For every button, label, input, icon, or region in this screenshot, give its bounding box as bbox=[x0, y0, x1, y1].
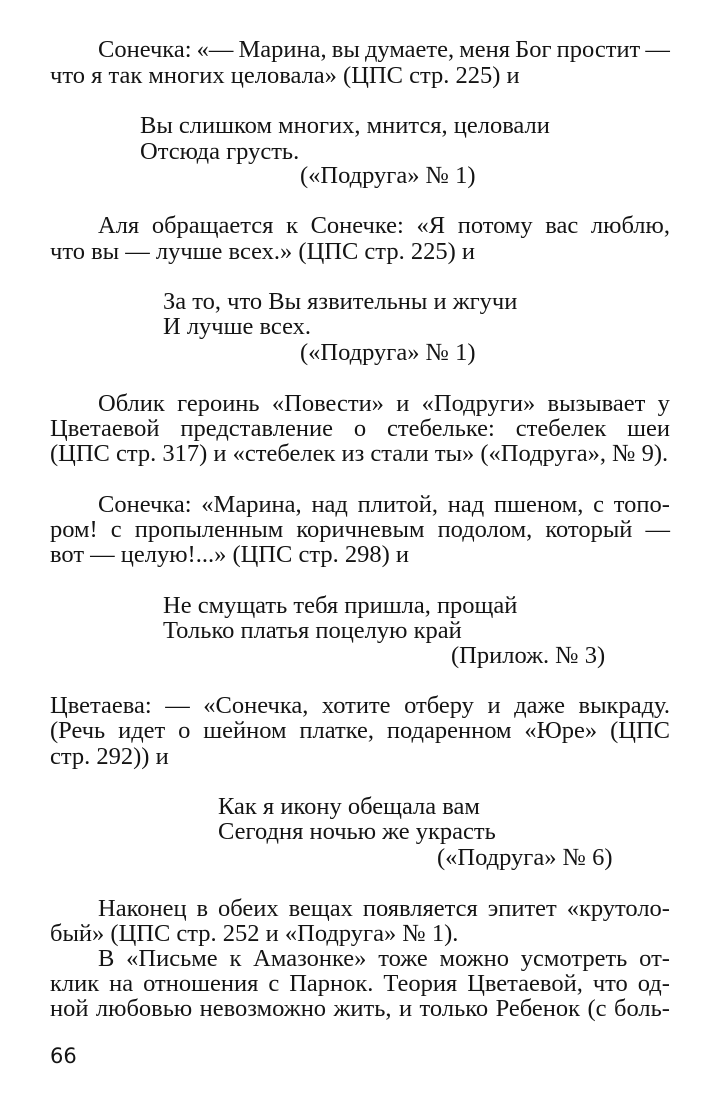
verse-line: Отсюда грусть. bbox=[140, 138, 300, 165]
verse-line: Сегодня ночью же украсть bbox=[218, 818, 496, 845]
text-line: Сонечка: «Марина, над плитой, над пшеном, с топо- bbox=[98, 491, 670, 518]
verse-line: Только платья поцелую край bbox=[163, 617, 462, 644]
text-line: Аля обращается к Сонечке: «Я потому вас люблю, bbox=[98, 212, 670, 239]
text-line: Сонечка: «— Марина, вы думаете, меня Бог простит — bbox=[98, 36, 670, 63]
text-line: Цветаева: — «Сонечка, хотите отберу и даже выкраду. bbox=[50, 692, 670, 719]
verse-source: («Подруга» № 6) bbox=[437, 844, 613, 871]
text-line: что вы — лучше всех.» (ЦПС стр. 225) и bbox=[50, 238, 475, 265]
verse-source: (Прилож. № 3) bbox=[451, 642, 606, 669]
text-line: бый» (ЦПС стр. 252 и «Подруга» № 1). bbox=[50, 920, 459, 947]
text-line: стр. 292)) и bbox=[50, 743, 169, 770]
verse-line: За то, что Вы язвительны и жгучи bbox=[163, 288, 518, 315]
text-line: Наконец в обеих вещах появляется эпитет «крутоло- bbox=[98, 895, 670, 922]
text-line: ной любовью невозможно жить, и только Ребенок (с боль- bbox=[50, 995, 670, 1022]
page-number: 66 bbox=[50, 1044, 77, 1068]
verse-line: Как я икону обещала вам bbox=[218, 793, 480, 820]
verse-source: («Подруга» № 1) bbox=[300, 162, 476, 189]
text-line: В «Письме к Амазонке» тоже можно усмотреть от- bbox=[98, 945, 670, 972]
text-line: Облик героинь «Повести» и «Подруги» вызывает у bbox=[98, 390, 670, 417]
text-line: ром! с пропыленным коричневым подолом, который — bbox=[50, 516, 670, 543]
verse-line: Вы слишком многих, мнится, целовали bbox=[140, 112, 550, 139]
verse-line: И лучше всех. bbox=[163, 313, 312, 340]
text-line: Цветаевой представление о стебельке: стебелек шеи bbox=[50, 415, 670, 442]
text-line: (ЦПС стр. 317) и «стебелек из стали ты» («Подруга», № 9). bbox=[50, 440, 669, 467]
verse-source: («Подруга» № 1) bbox=[300, 339, 476, 366]
verse-line: Не смущать тебя пришла, прощай bbox=[163, 592, 518, 619]
text-line: что я так многих целовала» (ЦПС стр. 225) и bbox=[50, 62, 520, 89]
text-line: (Речь идет о шейном платке, подаренном «Юре» (ЦПС bbox=[50, 717, 670, 744]
text-line: вот — целую!...» (ЦПС стр. 298) и bbox=[50, 541, 409, 568]
text-line: клик на отношения с Парнок. Теория Цветаевой, что од- bbox=[50, 970, 670, 997]
